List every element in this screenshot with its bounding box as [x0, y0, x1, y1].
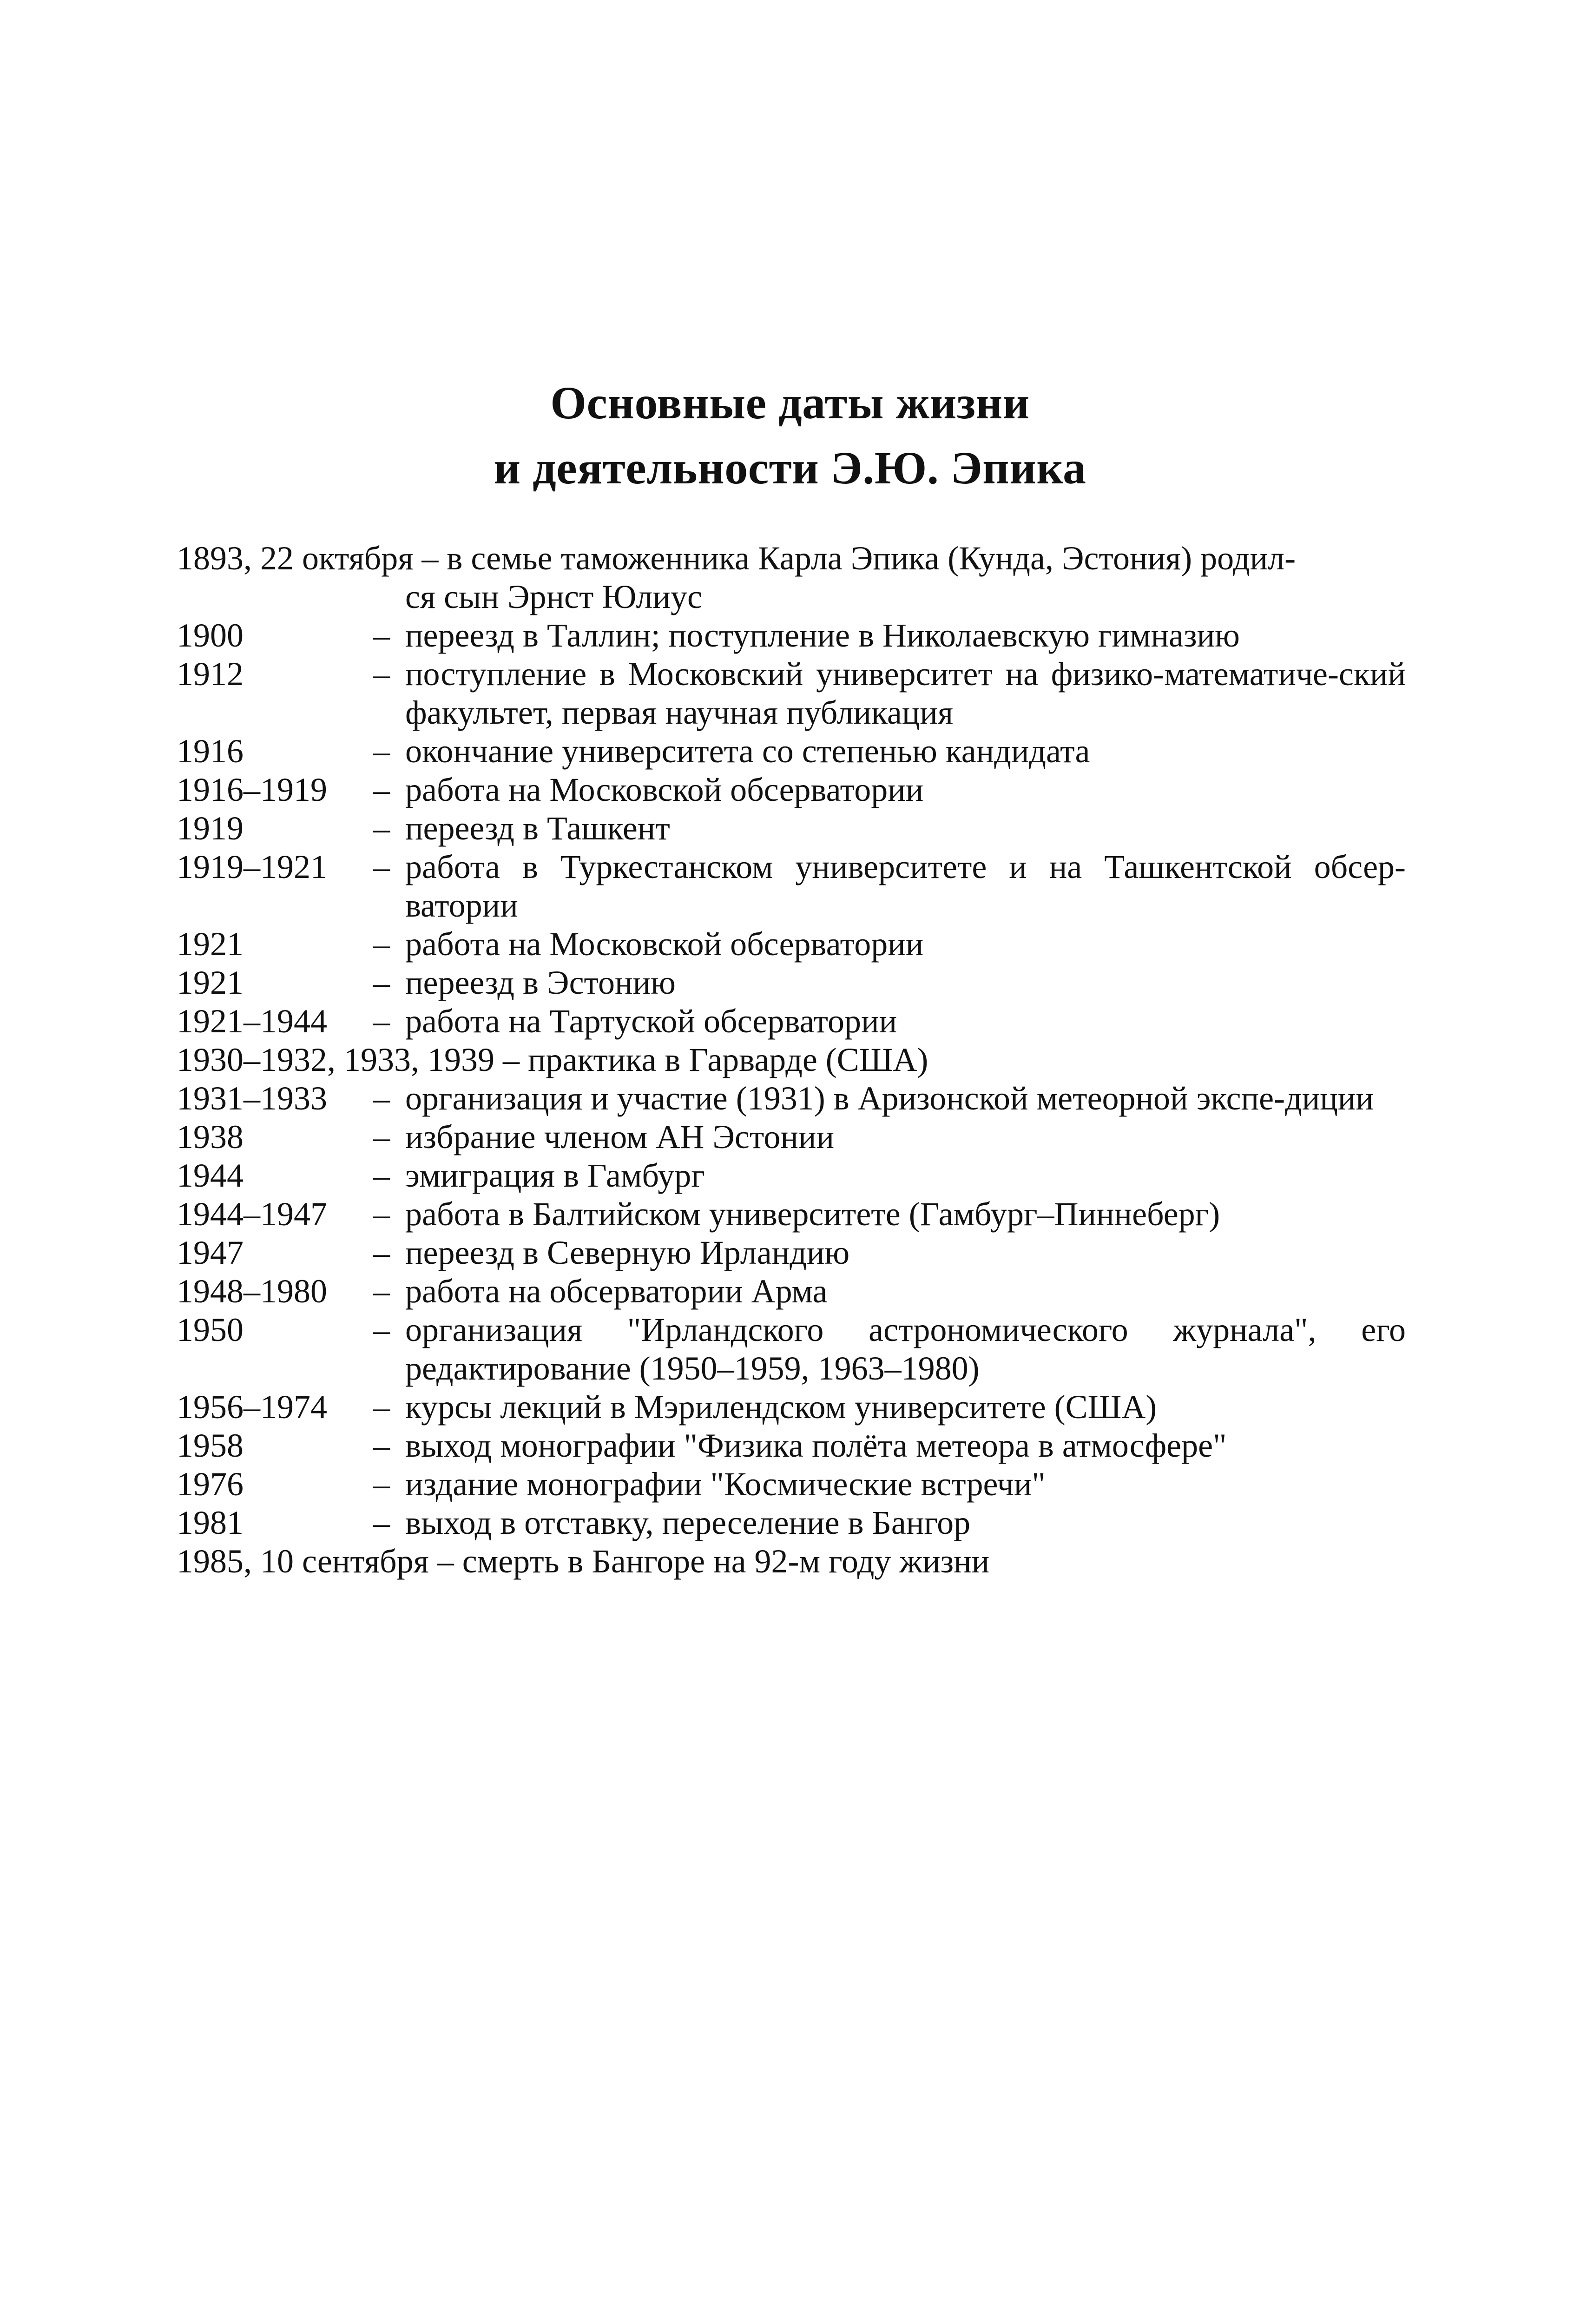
entry-text: работа на Московской обсерватории: [405, 925, 924, 963]
entry-dash: –: [373, 964, 390, 1001]
entry-text: переезд в Таллин; поступление в Николаевскую гимназию: [405, 617, 1240, 654]
entry-text: 1893, 22 октября – в семье таможенника Карла Эпика (Кунда, Эстония) родил-: [177, 540, 1296, 577]
entry-date: 1921: [177, 964, 244, 1001]
chronology-entry: [177, 1118, 1406, 1156]
entry-dash: –: [373, 1118, 390, 1155]
entry-text: работа на Московской обсерватории: [405, 771, 924, 808]
chronology-entry: [177, 771, 1406, 809]
chronology-entry: [177, 655, 1406, 732]
chronology-entry: [177, 1002, 1406, 1041]
chronology-entry: [177, 964, 1406, 1002]
entry-date: 1947: [177, 1234, 244, 1271]
chronology-entry: [177, 1195, 1406, 1234]
entry-text: эмиграция в Гамбург: [405, 1157, 705, 1194]
page-title: [0, 370, 1580, 501]
entry-date: 1912: [177, 655, 244, 693]
entry-date: 1916: [177, 733, 244, 770]
entry-text: выход монографии "Физика полёта метеора в атмосфере": [405, 1427, 1227, 1464]
entry-date: 1921–1944: [177, 1003, 327, 1040]
chronology-entry: [177, 1272, 1406, 1311]
entry-date: 1938: [177, 1118, 244, 1155]
entry-dash: –: [373, 733, 390, 770]
entry-dash: –: [373, 925, 390, 963]
entry-date: 1950: [177, 1311, 244, 1348]
chronology-entry: [177, 1311, 1406, 1388]
entry-dash: –: [373, 1388, 390, 1426]
entry-text-continuation: ся сын Эрнст Юлиус: [405, 578, 702, 615]
entry-date: 1919–1921: [177, 848, 327, 885]
chronology-list: [177, 539, 1406, 1581]
entry-dash: –: [373, 1080, 390, 1117]
entry-dash: –: [373, 1157, 390, 1194]
entry-dash: –: [373, 771, 390, 808]
entry-text: издание монографии "Космические встречи": [405, 1466, 1046, 1503]
chronology-entry: [177, 1156, 1406, 1195]
entry-dash: –: [373, 810, 390, 847]
chronology-entry: [177, 1079, 1406, 1118]
entry-date: 1958: [177, 1427, 244, 1464]
entry-dash: –: [373, 1273, 390, 1310]
chronology-entry-death: [177, 1542, 1406, 1581]
entry-date: 1976: [177, 1466, 244, 1503]
entry-dash: –: [373, 848, 390, 885]
entry-dash: –: [373, 617, 390, 654]
entry-dash: –: [373, 1466, 390, 1503]
entry-text: переезд в Эстонию: [405, 964, 676, 1001]
entry-date: 1981: [177, 1504, 244, 1541]
entry-date: 1944–1947: [177, 1195, 327, 1233]
entry-date: 1931–1933: [177, 1080, 327, 1117]
entry-date: 1916–1919: [177, 771, 327, 808]
chronology-entry: [177, 732, 1406, 771]
entry-text: 1985, 10 сентября – смерть в Бангоре на 92-м году жизни: [177, 1543, 990, 1580]
entry-date: 1944: [177, 1157, 244, 1194]
entry-dash: –: [373, 1427, 390, 1464]
chronology-entry-birth: [177, 539, 1406, 616]
title-line-1: Основные даты жизни: [550, 377, 1030, 429]
chronology-entry: [177, 1426, 1406, 1465]
entry-text: работа в Балтийском университете (Гамбург–Пиннеберг): [405, 1195, 1220, 1233]
entry-text: выход в отставку, переселение в Бангор: [405, 1504, 971, 1541]
entry-date: 1921: [177, 925, 244, 963]
chronology-entry: [177, 1504, 1406, 1542]
entry-dash: –: [373, 1504, 390, 1541]
entry-date: 1919: [177, 810, 244, 847]
entry-dash: –: [373, 1311, 390, 1348]
entry-dash: –: [373, 655, 390, 693]
entry-date: 1948–1980: [177, 1273, 327, 1310]
chronology-entry: [177, 1465, 1406, 1504]
entry-dash: –: [373, 1003, 390, 1040]
entry-text: поступление в Московский университет на физико-математиче-ский факультет, первая научная публикация: [405, 655, 1406, 731]
entry-text: переезд в Ташкент: [405, 810, 670, 847]
chronology-entry: [177, 1388, 1406, 1426]
entry-text: окончание университета со степенью кандидата: [405, 733, 1090, 770]
entry-date: 1956–1974: [177, 1388, 327, 1426]
chronology-entry: [177, 809, 1406, 848]
chronology-entry: [177, 616, 1406, 655]
entry-text: курсы лекций в Мэрилендском университете (США): [405, 1388, 1157, 1426]
chronology-entry: [177, 925, 1406, 964]
entry-text: работа на обсерватории Арма: [405, 1273, 828, 1310]
entry-text: избрание членом АН Эстонии: [405, 1118, 834, 1155]
title-line-2: и деятельности Э.Ю. Эпика: [494, 442, 1086, 494]
chronology-entry: [177, 848, 1406, 925]
entry-date: 1900: [177, 617, 244, 654]
entry-dash: –: [373, 1234, 390, 1271]
chronology-entry-harvard: [177, 1041, 1406, 1079]
entry-text: организация и участие (1931) в Аризонской метеорной экспе-диции: [405, 1080, 1374, 1117]
entry-text: организация "Ирландского астрономического журнала", его редактирование (1950–1959, 1963–1980): [405, 1311, 1406, 1387]
entry-text: переезд в Северную Ирландию: [405, 1234, 850, 1271]
chronology-entry: [177, 1234, 1406, 1272]
entry-text: работа в Туркестанском университете и на Ташкентской обсер-ватории: [405, 848, 1406, 924]
entry-dash: –: [373, 1195, 390, 1233]
entry-text: работа на Тартуской обсерватории: [405, 1003, 897, 1040]
entry-text: 1930–1932, 1933, 1939 – практика в Гарварде (США): [177, 1041, 928, 1078]
